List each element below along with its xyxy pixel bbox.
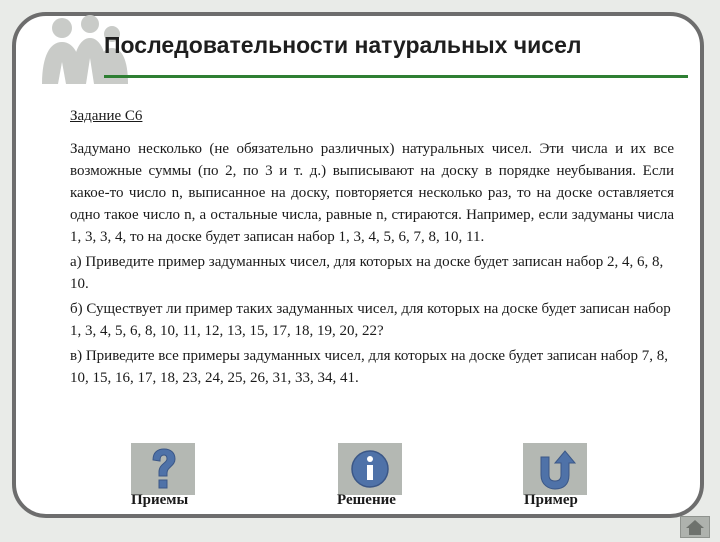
task-text [70, 138, 674, 392]
task-link[interactable]: Задание С6 [70, 108, 143, 124]
task-part-b: б) Существует ли пример таких задуманных чисел, для которых на доске будет записан набор 1, 3, 4, 5, 6, 8, 10, 11, 12, 13, 15, 17, 18, 19, 20, 22? [70, 301, 671, 339]
methods-button[interactable] [131, 443, 195, 495]
task-part-c: в) Приведите все примеры задуманных чисел, для которых на доске будет записан набор 7, 8, 10, 15, 16, 17, 18, 23, 24, 25, 26, 31, 33, 34, 41. [70, 348, 668, 386]
question-icon [131, 443, 195, 495]
title-underline [104, 75, 688, 78]
example-label[interactable]: Пример [524, 492, 578, 508]
example-button[interactable] [523, 443, 587, 495]
task-part-a: а) Приведите пример задуманных чисел, для которых на доске будет записан набор 2, 4, 6, 8, 10. [70, 254, 664, 292]
slide-title: Последовательности натуральных чисел [104, 32, 582, 58]
home-icon[interactable] [680, 516, 710, 538]
return-arrow-icon [523, 443, 587, 495]
solution-label[interactable]: Решение [337, 492, 396, 508]
task-statement: Задумано несколько (не обязательно различных) натуральных чисел. Эти числа и их все возможные суммы (по 2, по 3 и т. д.) выписывают на доску в порядке неубывания. Если какое-то число n, выписанное на доску, повторяется несколько раз, то на доске оставляется одно такое число n, а остальные числа, равные n, стираются. Например, если задуманы числа 1, 3, 3, 4, то на доске будет записан набор 1, 3, 4, 5, 6, 7, 8, 10, 11. [70, 141, 674, 245]
solution-button[interactable] [338, 443, 402, 495]
info-icon [338, 443, 402, 495]
methods-label[interactable]: Приемы [131, 492, 189, 508]
